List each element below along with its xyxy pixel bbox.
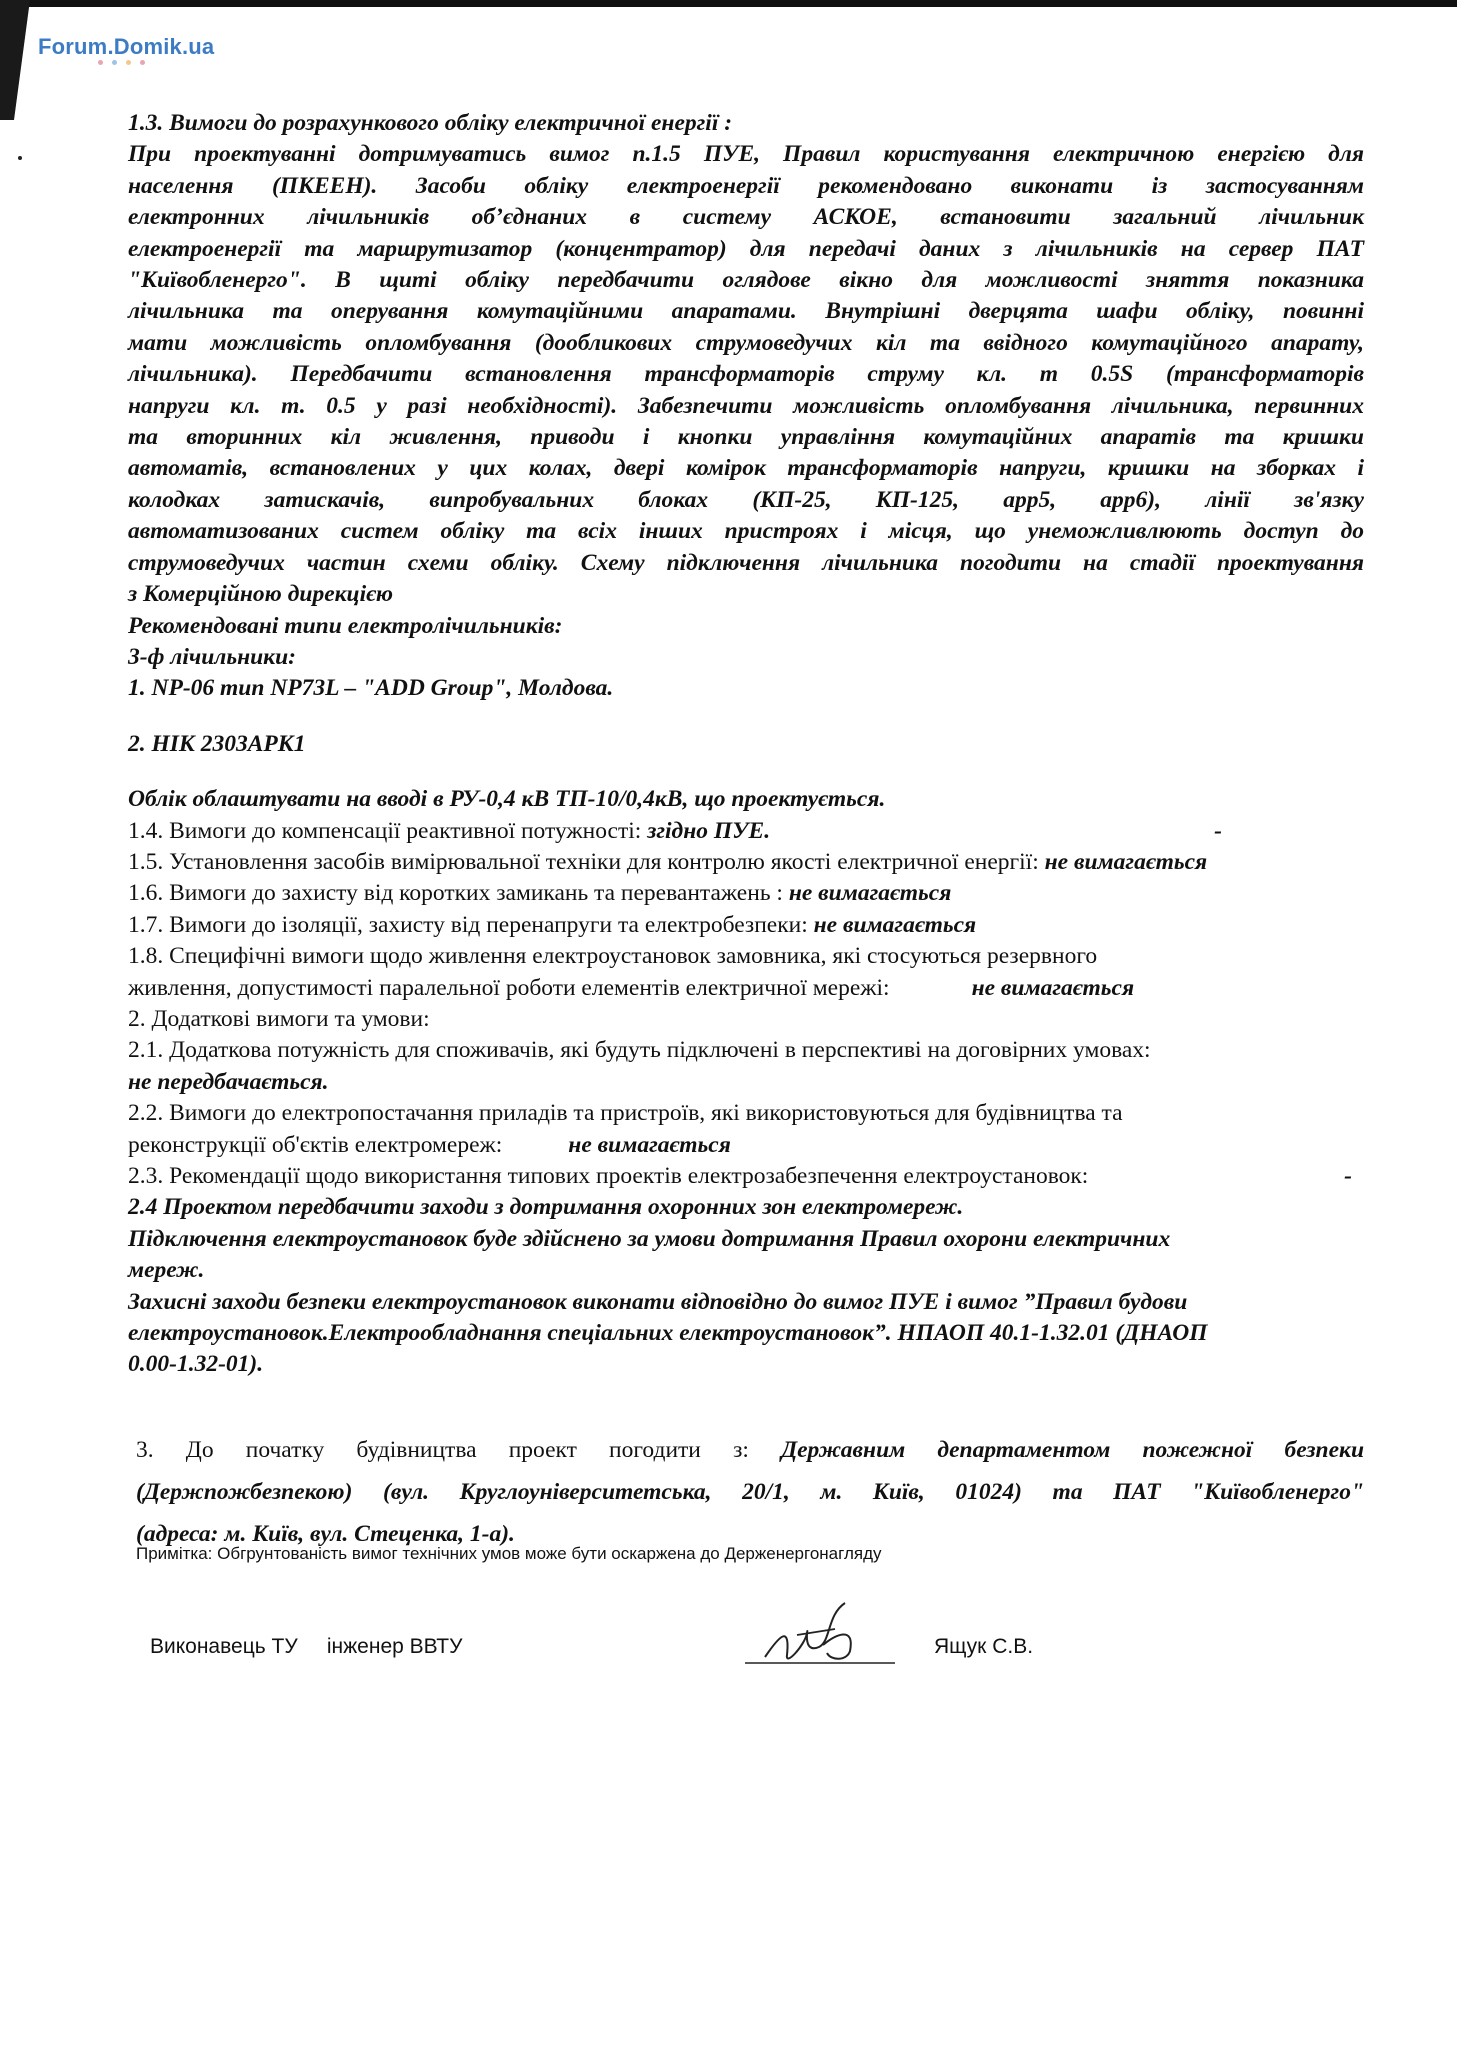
section-3-prefix: 3. До початку будівництва проект погодити з: [136, 1436, 749, 1463]
paragraph-line: населення (ПКЕЕН). Засоби обліку електроенергії рекомендовано виконати із застосуванням [128, 172, 1364, 199]
watermark-text: Forum.Domik.ua [38, 34, 215, 59]
item-label: 2.3. Рекомендації щодо використання типових проектів електрозабезпечення електроустановок: [128, 1163, 1089, 1189]
item-label: живлення, допустимості паралельної роботи елементів електричної мережі: [128, 974, 890, 1001]
paragraph-line: "Київобленерго". В щиті обліку передбачити оглядове вікно для можливості зняття показника [128, 267, 1364, 294]
item-label: 1.7. Вимоги до ізоляції, захисту від перенапруги та електробезпеки: [128, 911, 808, 938]
section-heading: 1.3. Вимоги до розрахункового обліку електричної енергії : [128, 110, 733, 136]
three-phase-label: 3-ф лічильники: [128, 643, 296, 670]
executor-position: інженер ВВТУ [326, 1635, 463, 1658]
paragraph-line: лічильника). Передбачити встановлення трансформаторів струму кл. т 0.5S (трансформаторів [128, 361, 1364, 388]
item-1-7 [128, 910, 1364, 941]
paragraph-line: автоматизованих систем обліку та всіх інших пристроях і місця, що унеможливлюють доступ до [128, 518, 1364, 545]
paragraph-line: колодках затискачів, випробувальних блоках (КП-25, КП-125, арр5, арр6), лінії зв'язку [128, 486, 1364, 513]
paragraph-line: та вторинних кіл живлення, приводи і кнопки управління комутаційних апаратів та кришки [128, 424, 1364, 451]
footnote: Примітка: Обгрунтованість вимог технічних умов може бути оскаржена до Держенергонагляду [136, 1544, 882, 1563]
item-2-4-line-3: мереж. [128, 1257, 205, 1284]
paragraph-line: лічильника та оперування комутаційними апаратами. Внутрішні дверцята шафи обліку, повинні [128, 298, 1364, 325]
paragraph-line: При проектуванні дотримуватись вимог п.1.5 ПУЕ, Правил користування електричною енергією для [128, 141, 1364, 168]
item-2-4-line-2: Підключення електроустановок буде здійснено за умови дотримання Правил охорони електричних [128, 1225, 1171, 1252]
item-1-6 [128, 878, 1364, 909]
item-value: не вимагається [788, 880, 952, 907]
document-body [128, 108, 1364, 1555]
item-1-8-line-2 [128, 973, 1364, 1004]
item-2-4-line-6: 0.00-1.32-01). [128, 1351, 264, 1378]
scan-speck [18, 156, 22, 160]
paragraph-line: електроенергії та маршрутизатор (концентратор) для передачі даних з лічильників на сервер ПАТ [128, 235, 1364, 262]
paragraph-line: напруги кл. т. 0.5 у разі необхідності). Забезпечити можливість опломбування лічильника, первинних [128, 392, 1364, 419]
item-value: не вимагається [568, 1131, 731, 1158]
scan-top-edge [0, 0, 1457, 18]
item-value: не вимагається [971, 974, 1135, 1001]
item-value: не вимагається [1044, 848, 1208, 875]
recommended-meters-label: Рекомендовані типи електролічильників: [128, 612, 563, 639]
section-3-line-3: (адреса: м. Київ, вул. Стеценка, 1-а). [136, 1520, 515, 1547]
item-2-1-value: не передбачається. [128, 1068, 329, 1095]
section-3 [136, 1429, 1364, 1555]
section-3-authority: Державним департаментом пожежної безпеки [781, 1436, 1365, 1463]
item-2-4-line-1: 2.4 Проектом передбачити заходи з дотримання охоронних зон електромереж. [128, 1194, 964, 1221]
section-2-heading: 2. Додаткові вимоги та умови: [128, 1005, 430, 1032]
item-label: 1.4. Вимоги до компенсації реактивної потужності: [128, 817, 642, 844]
executor-block [150, 1635, 462, 1659]
section-3-line-1 [136, 1429, 1364, 1471]
paragraph-line: електронних лічильників об’єднаних в систему АСКОЕ, встановити загальний лічильник [128, 204, 1364, 231]
item-label: 1.5. Установлення засобів вимірювальної техніки для контролю якості електричної енергії: [128, 848, 1039, 875]
meter-option-2: 2. НІК 2303АРК1 [128, 730, 306, 757]
item-1-8-line-1: 1.8. Специфічні вимоги щодо живлення електроустановок замовника, які стосуються резервного [128, 943, 1098, 970]
metering-location: Облік облаштувати на вводі в РУ-0,4 кВ ТП-10/0,4кВ, що проектується. [128, 786, 886, 813]
item-label: 1.6. Вимоги до захисту від коротких замикань та перевантажень : [128, 880, 783, 907]
executor-label: Виконавець ТУ [150, 1635, 298, 1658]
item-2-1-line-1: 2.1. Додаткова потужність для споживачів, які будуть підключені в перспективі на договірних умовах: [128, 1037, 1151, 1064]
executor-name: Ящук С.В. [934, 1635, 1034, 1658]
item-value: не вимагається [813, 911, 977, 938]
item-1-4 [128, 816, 1364, 847]
item-label: реконструкції об'єктів електромереж: [128, 1131, 503, 1158]
item-mark: - [1344, 1163, 1352, 1189]
item-2-2-line-1: 2.2. Вимоги до електропостачання приладів та пристроїв, які використовуються для будівництва та [128, 1100, 1123, 1127]
item-2-4-line-4: Захисні заходи безпеки електроустановок виконати відповідно до вимог ПУЕ і вимог ”Правил будови [128, 1288, 1188, 1315]
item-mark: - [1214, 817, 1222, 844]
paragraph-line: мати можливість опломбування (дообликових струмоведучих кіл та ввідного комутаційного апарату, [128, 329, 1364, 356]
handwritten-signature [735, 1595, 905, 1675]
item-2-2-line-2 [128, 1130, 1364, 1161]
item-1-5 [128, 847, 1364, 878]
paragraph-line: з Комерційною дирекцією [128, 581, 394, 608]
section-3-line-2: (Держпожбезпекою) (вул. Круглоуніверситетська, 20/1, м. Київ, 01024) та ПАТ "Київобленерго" [136, 1478, 1364, 1505]
item-2-3 [128, 1161, 1364, 1192]
item-2-4-line-5: електроустановок.Електрообладнання спеціальних електроустановок”. НПАОП 40.1-1.32.01 (ДНАОП [128, 1320, 1208, 1347]
paragraph-line: струмоведучих частин схеми обліку. Схему підключення лічильника погодити на стадії проектування [128, 549, 1364, 576]
scan-corner-shadow [0, 0, 30, 120]
metering-requirements-paragraph [128, 139, 1364, 610]
paragraph-line: автоматів, встановлених у цих колах, двері комірок трансформаторів напруги, кришки на зборках і [128, 455, 1364, 482]
meter-option-1: 1. NP-06 тип NP73L – "ADD Group", Молдова. [128, 675, 614, 702]
watermark-dots [98, 60, 145, 65]
item-value: згідно ПУЕ. [647, 817, 771, 844]
